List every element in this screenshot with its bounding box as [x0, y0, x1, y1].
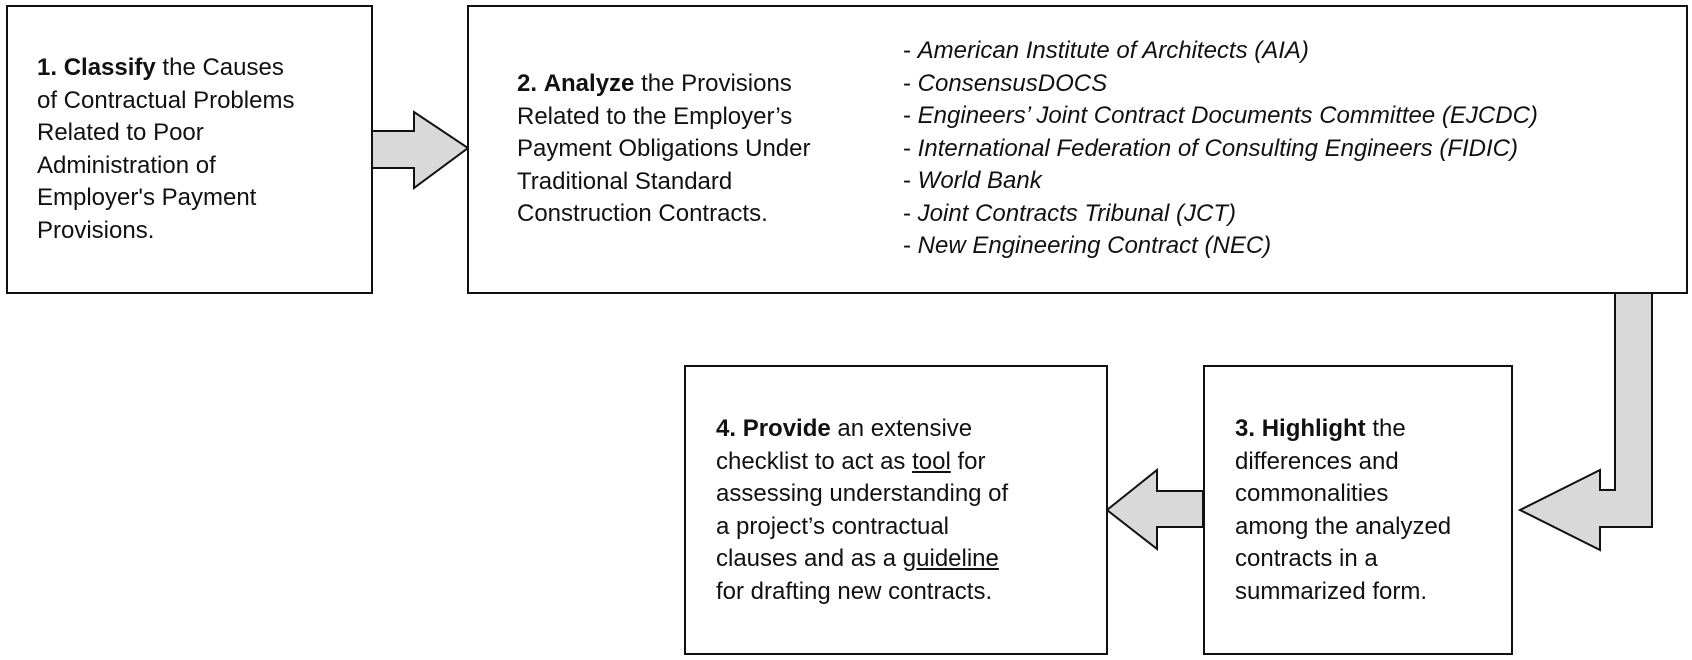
step-4-keyword: Provide — [742, 415, 831, 442]
step-4-first-line — [716, 413, 1008, 446]
contract-name: American Institute of Architects (AIA) — [917, 37, 1309, 64]
contract-name: ConsensusDOCS — [917, 69, 1108, 97]
step-2-line: Traditional Standard — [517, 167, 733, 195]
contract-name: International Federation of Consulting Engineers (FIDIC) — [917, 134, 1518, 162]
step-1-line: Related to Poor — [37, 119, 204, 146]
list-dash: - — [903, 37, 918, 64]
list-dash: - — [903, 167, 918, 194]
step-2-text — [517, 68, 810, 231]
step-3-line: contracts in a — [1235, 545, 1378, 572]
step-3-keyword: Highlight — [1261, 415, 1366, 442]
step-3-line: commonalities — [1235, 480, 1389, 507]
step-1-line: Provisions. — [37, 216, 155, 244]
list-item — [903, 165, 1538, 198]
step-2-number: 2. — [517, 70, 538, 97]
step-3-number: 3. — [1235, 415, 1256, 442]
step-4-line: assessing understanding of — [716, 480, 1009, 507]
step-4-line: a project’s contractual — [716, 512, 950, 540]
step-4-line — [716, 446, 1008, 479]
step-3-line: summarized form. — [1235, 577, 1428, 605]
step-1-line: of Contractual Problems — [37, 86, 295, 114]
contract-list — [903, 35, 1538, 263]
list-item — [903, 198, 1538, 231]
list-item — [903, 100, 1538, 133]
step-4-line5-before: clauses and as a — [716, 545, 903, 572]
step-3-line: differences and — [1235, 447, 1399, 475]
list-dash: - — [903, 69, 918, 97]
step-4-line2-after: for — [950, 447, 986, 475]
step-1-first-line-rest: the Causes — [162, 54, 284, 81]
step-3-line: among the analyzed — [1235, 512, 1452, 540]
step-2-line: Related to the Employer’s — [517, 102, 793, 130]
step-2-keyword: Analyze — [543, 70, 635, 97]
step-3-first-line-rest: the — [1372, 415, 1406, 442]
step-2-first-line-rest: the Provisions — [641, 70, 792, 97]
step-4-line2-before: checklist to act as — [716, 447, 913, 475]
step-1-keyword: Classify — [63, 54, 156, 81]
step-4-number: 4. — [716, 415, 737, 442]
contract-name: New Engineering Contract (NEC) — [917, 232, 1272, 259]
step-1-line: Employer's Payment — [37, 184, 257, 211]
step-3-first-line — [1235, 413, 1451, 446]
list-dash: - — [903, 134, 918, 162]
list-item — [903, 35, 1538, 68]
step-1-text — [37, 52, 294, 247]
contract-name: Joint Contracts Tribunal (JCT) — [917, 199, 1236, 227]
step-1-line: Administration of — [37, 151, 216, 179]
step-4-guideline-word: guideline — [902, 545, 999, 572]
step-4-tool-word: tool — [912, 447, 951, 475]
step-4-line — [716, 543, 1008, 576]
list-item — [903, 68, 1538, 101]
list-dash: - — [903, 102, 918, 129]
step-1-number: 1. — [37, 54, 58, 81]
step-1-first-line — [37, 52, 294, 85]
list-dash: - — [903, 232, 918, 259]
list-dash: - — [903, 199, 918, 227]
step-2-line: Payment Obligations Under — [517, 135, 811, 162]
step-4-first-line-rest: an extensive — [837, 415, 973, 442]
step-2-line: Construction Contracts. — [517, 200, 768, 227]
arrow-right-icon — [372, 112, 468, 188]
step-2-first-line — [517, 68, 810, 101]
arrow-down-left-icon — [1520, 292, 1652, 550]
list-item — [903, 133, 1538, 166]
contract-name: Engineers’ Joint Contract Documents Committee (EJCDC) — [917, 102, 1538, 129]
arrow-left-icon — [1107, 470, 1203, 549]
list-item — [903, 230, 1538, 263]
step-4-line: for drafting new contracts. — [716, 577, 993, 605]
contract-name: World Bank — [917, 167, 1042, 194]
step-4-text — [716, 413, 1008, 608]
step-3-text — [1235, 413, 1451, 608]
